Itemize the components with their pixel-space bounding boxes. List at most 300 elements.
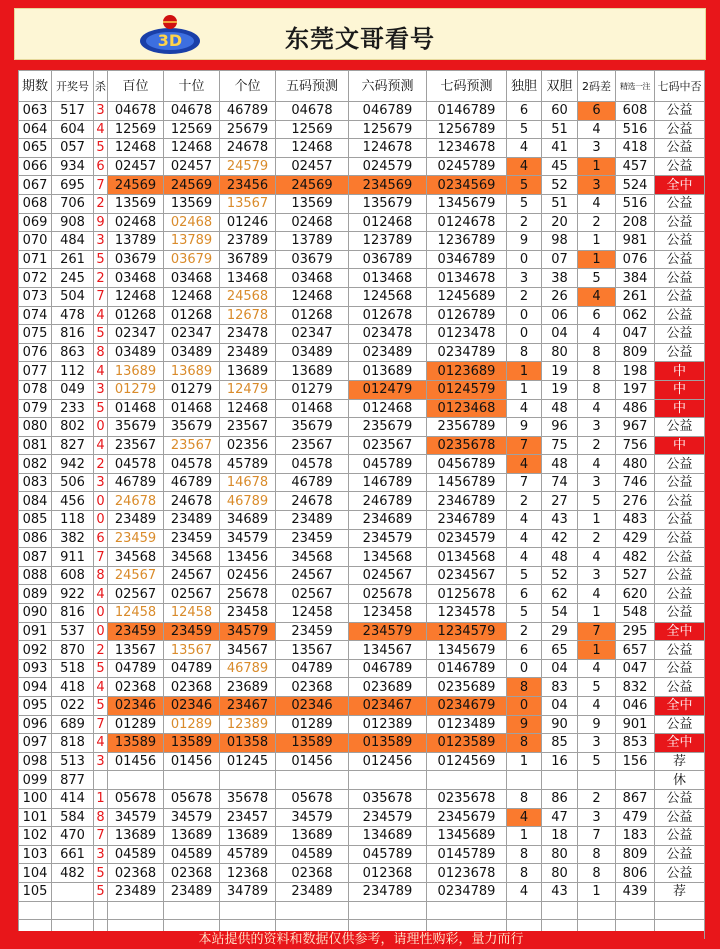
table-cell: 101 <box>19 808 52 827</box>
table-cell: 047 <box>616 659 655 678</box>
table-cell: 0 <box>507 306 542 325</box>
table-cell: 1456789 <box>427 473 507 492</box>
table-cell: 03679 <box>108 250 164 269</box>
table-cell: 12468 <box>276 139 349 158</box>
table-cell: 070 <box>19 232 52 251</box>
table-cell: 3 <box>578 808 616 827</box>
table-cell: 012389 <box>349 715 427 734</box>
table-cell: 1236789 <box>427 232 507 251</box>
table-cell: 099 <box>19 771 52 790</box>
table-cell: 24567 <box>276 566 349 585</box>
table-cell: 084 <box>19 492 52 511</box>
table-cell: 13567 <box>164 641 220 660</box>
table-cell: 013468 <box>349 269 427 288</box>
table-cell: 198 <box>616 362 655 381</box>
table-row <box>19 362 705 381</box>
table-cell: 8 <box>507 734 542 753</box>
table-cell: 23467 <box>220 697 276 716</box>
table-cell: 8 <box>507 845 542 864</box>
table-cell: 3 <box>578 139 616 158</box>
table-row <box>19 343 705 362</box>
table-cell: 34579 <box>164 808 220 827</box>
table-cell: 5 <box>94 882 108 901</box>
col-header: 百位 <box>108 71 164 102</box>
table-cell: 23459 <box>108 622 164 641</box>
table-cell: 23689 <box>220 678 276 697</box>
table-cell: 6 <box>507 641 542 660</box>
table-cell: 1 <box>578 641 616 660</box>
table-cell: 公益 <box>655 715 705 734</box>
table-cell: 063 <box>19 102 52 121</box>
table-cell <box>616 771 655 790</box>
table-cell: 4 <box>94 436 108 455</box>
empty-cell <box>220 901 276 920</box>
table-cell: 02347 <box>164 325 220 344</box>
table-cell: 7 <box>507 436 542 455</box>
table-cell: 13567 <box>220 194 276 213</box>
table-cell: 04678 <box>108 102 164 121</box>
table-row <box>19 622 705 641</box>
table-row <box>19 585 705 604</box>
table-cell: 13468 <box>220 269 276 288</box>
table-cell: 12468 <box>220 399 276 418</box>
table-cell: 2345679 <box>427 808 507 827</box>
table-cell: 12389 <box>220 715 276 734</box>
table-cell: 0346789 <box>427 250 507 269</box>
table-cell: 24579 <box>220 157 276 176</box>
table-cell: 全中 <box>655 622 705 641</box>
table-cell: 078 <box>19 380 52 399</box>
table-row <box>19 418 705 437</box>
table-cell: 62 <box>542 585 578 604</box>
table-cell: 04578 <box>164 455 220 474</box>
table-cell: 48 <box>542 455 578 474</box>
table-cell: 8 <box>507 789 542 808</box>
table-cell: 103 <box>19 845 52 864</box>
table-cell: 8 <box>578 864 616 883</box>
table-cell: 公益 <box>655 864 705 883</box>
empty-cell <box>349 901 427 920</box>
table-cell <box>427 771 507 790</box>
table-cell: 5 <box>507 566 542 585</box>
table-cell: 2 <box>94 641 108 660</box>
table-cell: 中 <box>655 436 705 455</box>
table-cell: 14678 <box>220 473 276 492</box>
table-cell: 478 <box>52 306 94 325</box>
table-cell: 23459 <box>164 529 220 548</box>
table-cell: 123458 <box>349 604 427 623</box>
table-cell: 12678 <box>220 306 276 325</box>
table-cell: 48 <box>542 548 578 567</box>
table-cell: 46789 <box>276 473 349 492</box>
table-cell: 3 <box>578 418 616 437</box>
table-cell: 5 <box>94 864 108 883</box>
table-cell: 24678 <box>276 492 349 511</box>
table-cell: 104 <box>19 864 52 883</box>
table-cell: 02368 <box>276 678 349 697</box>
table-cell: 12468 <box>164 287 220 306</box>
table-cell: 072 <box>19 269 52 288</box>
table-cell <box>94 771 108 790</box>
table-cell: 0245789 <box>427 157 507 176</box>
table-cell: 089 <box>19 585 52 604</box>
table-cell: 2 <box>507 287 542 306</box>
table-cell: 537 <box>52 622 94 641</box>
table-cell: 03468 <box>108 269 164 288</box>
table-cell: 246789 <box>349 492 427 511</box>
table-cell: 4 <box>507 808 542 827</box>
table-cell: 5 <box>507 176 542 195</box>
table-cell: 123789 <box>349 232 427 251</box>
table-cell: 96 <box>542 418 578 437</box>
table-cell <box>52 882 94 901</box>
table-cell: 098 <box>19 752 52 771</box>
table-cell: 23489 <box>164 882 220 901</box>
table-cell: 513 <box>52 752 94 771</box>
table-cell: 295 <box>616 622 655 641</box>
table-cell: 012368 <box>349 864 427 883</box>
table-row <box>19 306 705 325</box>
table-cell: 0234579 <box>427 529 507 548</box>
table-cell: 4 <box>94 734 108 753</box>
table-cell: 23459 <box>164 622 220 641</box>
table-cell: 0234789 <box>427 343 507 362</box>
table-cell: 197 <box>616 380 655 399</box>
table-cell: 85 <box>542 734 578 753</box>
table-cell: 183 <box>616 827 655 846</box>
table-cell: 809 <box>616 845 655 864</box>
table-cell: 13789 <box>164 232 220 251</box>
table-cell: 1 <box>507 827 542 846</box>
table-row <box>19 176 705 195</box>
table-cell: 816 <box>52 325 94 344</box>
table-cell: 01468 <box>276 399 349 418</box>
table-cell: 080 <box>19 418 52 437</box>
table-cell: 23459 <box>276 622 349 641</box>
table-cell: 023467 <box>349 697 427 716</box>
table-cell: 4 <box>507 455 542 474</box>
table-cell: 全中 <box>655 176 705 195</box>
table-cell: 877 <box>52 771 94 790</box>
table-cell: 134567 <box>349 641 427 660</box>
table-cell: 608 <box>616 102 655 121</box>
table-cell: 03468 <box>164 269 220 288</box>
table-cell: 125679 <box>349 120 427 139</box>
table-cell: 234579 <box>349 808 427 827</box>
table-cell: 19 <box>542 380 578 399</box>
table-cell: 13589 <box>276 734 349 753</box>
table-cell: 414 <box>52 789 94 808</box>
table-row <box>19 827 705 846</box>
table-cell: 8 <box>578 380 616 399</box>
table-row <box>19 882 705 901</box>
table-cell: 02456 <box>220 566 276 585</box>
table-cell: 4 <box>507 139 542 158</box>
table-cell: 384 <box>616 269 655 288</box>
table-cell: 04 <box>542 325 578 344</box>
table-cell: 261 <box>616 287 655 306</box>
table-cell: 13689 <box>276 362 349 381</box>
table-cell: 公益 <box>655 120 705 139</box>
col-header: 期数 <box>19 71 52 102</box>
table-cell: 0 <box>94 492 108 511</box>
table-row <box>19 492 705 511</box>
table-cell: 35679 <box>108 418 164 437</box>
table-cell: 02567 <box>164 585 220 604</box>
table-cell: 0 <box>507 697 542 716</box>
table-cell: 0123589 <box>427 734 507 753</box>
table-cell: 3 <box>94 845 108 864</box>
table-cell: 34568 <box>164 548 220 567</box>
table-cell: 02468 <box>108 213 164 232</box>
table-cell: 5 <box>578 678 616 697</box>
table-cell: 公益 <box>655 808 705 827</box>
table-cell: 4 <box>94 678 108 697</box>
table-cell: 5 <box>507 120 542 139</box>
table-cell: 3 <box>94 232 108 251</box>
table-cell: 484 <box>52 232 94 251</box>
empty-cell <box>19 901 52 920</box>
table-cell: 02368 <box>276 864 349 883</box>
table-cell: 24569 <box>164 176 220 195</box>
table-cell: 46789 <box>220 102 276 121</box>
table-cell: 7 <box>578 827 616 846</box>
table-cell: 01245 <box>220 752 276 771</box>
table-cell: 022 <box>52 697 94 716</box>
table-cell: 24568 <box>220 287 276 306</box>
table-cell: 082 <box>19 455 52 474</box>
table-cell: 479 <box>616 808 655 827</box>
col-header: 开奖号 <box>52 71 94 102</box>
table-cell: 01456 <box>276 752 349 771</box>
table-cell: 1 <box>578 604 616 623</box>
table-cell: 公益 <box>655 157 705 176</box>
table-cell: 548 <box>616 604 655 623</box>
table-cell: 418 <box>52 678 94 697</box>
table-cell: 096 <box>19 715 52 734</box>
table-cell: 38 <box>542 269 578 288</box>
table-cell: 34789 <box>220 882 276 901</box>
table-cell: 04 <box>542 697 578 716</box>
table-cell: 981 <box>616 232 655 251</box>
table-row <box>19 325 705 344</box>
table-cell: 13589 <box>164 734 220 753</box>
table-cell: 483 <box>616 511 655 530</box>
table-cell: 公益 <box>655 287 705 306</box>
table-cell: 13456 <box>220 548 276 567</box>
table-cell: 0126789 <box>427 306 507 325</box>
table-cell: 16 <box>542 752 578 771</box>
table-cell: 9 <box>507 715 542 734</box>
table-cell: 13567 <box>276 641 349 660</box>
table-cell: 34568 <box>276 548 349 567</box>
page-title: 东莞文哥看号 <box>285 24 435 53</box>
table-cell: 13569 <box>276 194 349 213</box>
table-cell: 023567 <box>349 436 427 455</box>
table-cell: 967 <box>616 418 655 437</box>
table-cell: 75 <box>542 436 578 455</box>
table-cell: 045789 <box>349 455 427 474</box>
title-banner <box>14 8 706 60</box>
table-cell: 4 <box>94 306 108 325</box>
empty-cell <box>507 901 542 920</box>
table-cell: 24567 <box>164 566 220 585</box>
table-cell: 0123678 <box>427 864 507 883</box>
table-cell: 2 <box>94 269 108 288</box>
table-cell: 23567 <box>220 418 276 437</box>
table-cell: 41 <box>542 139 578 158</box>
table-cell: 012456 <box>349 752 427 771</box>
table-cell: 29 <box>542 622 578 641</box>
table-cell: 04578 <box>108 455 164 474</box>
table-cell: 046789 <box>349 659 427 678</box>
table-cell: 36789 <box>220 250 276 269</box>
table-cell: 34567 <box>220 641 276 660</box>
table-cell <box>578 771 616 790</box>
table-cell: 公益 <box>655 641 705 660</box>
table-cell: 18 <box>542 827 578 846</box>
table-cell: 234579 <box>349 529 427 548</box>
table-cell: 4 <box>94 120 108 139</box>
table-cell: 863 <box>52 343 94 362</box>
table-cell: 1 <box>578 250 616 269</box>
table-cell: 0235678 <box>427 436 507 455</box>
col-header: 个位 <box>220 71 276 102</box>
table-cell: 公益 <box>655 343 705 362</box>
table-cell: 04678 <box>164 102 220 121</box>
table-cell: 4 <box>578 548 616 567</box>
table-cell: 80 <box>542 343 578 362</box>
table-cell: 公益 <box>655 250 705 269</box>
table-cell: 01289 <box>164 715 220 734</box>
table-cell: 456 <box>52 492 94 511</box>
table-cell: 01268 <box>108 306 164 325</box>
table-cell: 13589 <box>108 734 164 753</box>
table-cell: 024567 <box>349 566 427 585</box>
empty-cell <box>542 901 578 920</box>
table-cell: 0125678 <box>427 585 507 604</box>
table-cell: 12569 <box>108 120 164 139</box>
table-cell: 46789 <box>164 473 220 492</box>
col-header: 七码中否 <box>655 71 705 102</box>
table-cell: 1234579 <box>427 622 507 641</box>
table-cell: 012678 <box>349 306 427 325</box>
table-cell: 02347 <box>276 325 349 344</box>
table-cell: 公益 <box>655 306 705 325</box>
table-cell: 1345689 <box>427 827 507 846</box>
table-row <box>19 808 705 827</box>
table-cell: 3 <box>507 269 542 288</box>
table-cell <box>164 771 220 790</box>
table-cell: 4 <box>578 287 616 306</box>
table-cell: 6 <box>507 102 542 121</box>
table-cell: 12458 <box>164 604 220 623</box>
table-cell: 911 <box>52 548 94 567</box>
table-cell: 20 <box>542 213 578 232</box>
table-cell: 023478 <box>349 325 427 344</box>
table-cell: 07 <box>542 250 578 269</box>
table-cell: 12458 <box>276 604 349 623</box>
table-row <box>19 715 705 734</box>
table-cell: 05678 <box>164 789 220 808</box>
table-cell: 2 <box>507 213 542 232</box>
table-cell: 0124678 <box>427 213 507 232</box>
table-cell: 35679 <box>276 418 349 437</box>
table-cell: 1 <box>578 232 616 251</box>
table-cell: 23567 <box>276 436 349 455</box>
table-cell: 9 <box>507 418 542 437</box>
table-cell: 470 <box>52 827 94 846</box>
table-cell: 2346789 <box>427 492 507 511</box>
table-cell: 0 <box>94 511 108 530</box>
table-cell: 23489 <box>108 882 164 901</box>
table-cell: 7 <box>94 827 108 846</box>
table-cell: 74 <box>542 473 578 492</box>
table-cell: 02567 <box>108 585 164 604</box>
table-cell: 105 <box>19 882 52 901</box>
table-row <box>19 157 705 176</box>
table-cell: 02346 <box>164 697 220 716</box>
table-row <box>19 734 705 753</box>
table-cell: 24678 <box>108 492 164 511</box>
table-cell: 荐 <box>655 882 705 901</box>
col-header: 七码预测 <box>427 71 507 102</box>
table-cell: 901 <box>616 715 655 734</box>
table-cell: 6 <box>578 306 616 325</box>
table-row <box>19 678 705 697</box>
table-cell: 4 <box>578 194 616 213</box>
table-cell: 01279 <box>108 380 164 399</box>
table-cell: 公益 <box>655 678 705 697</box>
table-cell: 233 <box>52 399 94 418</box>
table-cell: 公益 <box>655 548 705 567</box>
table-cell: 46789 <box>220 659 276 678</box>
table-cell: 234689 <box>349 511 427 530</box>
table-cell: 5 <box>578 269 616 288</box>
blank-row <box>19 901 705 920</box>
table-cell: 6 <box>94 157 108 176</box>
table-cell: 04589 <box>276 845 349 864</box>
table-cell: 02368 <box>108 678 164 697</box>
table-row <box>19 232 705 251</box>
table-cell: 1245689 <box>427 287 507 306</box>
table-cell: 0234679 <box>427 697 507 716</box>
table-cell: 02468 <box>164 213 220 232</box>
table-cell: 51 <box>542 194 578 213</box>
table-cell: 02567 <box>276 585 349 604</box>
table-cell: 083 <box>19 473 52 492</box>
table-row <box>19 604 705 623</box>
table-cell: 097 <box>19 734 52 753</box>
table-cell: 1 <box>507 380 542 399</box>
table-cell: 0235689 <box>427 678 507 697</box>
table-cell: 0134568 <box>427 548 507 567</box>
table-cell: 12468 <box>108 139 164 158</box>
table-cell: 90 <box>542 715 578 734</box>
table-row <box>19 697 705 716</box>
table-cell: 12468 <box>276 287 349 306</box>
table-row <box>19 269 705 288</box>
table-cell: 0 <box>94 418 108 437</box>
table-row <box>19 455 705 474</box>
table-cell: 012479 <box>349 380 427 399</box>
table-row <box>19 659 705 678</box>
table-cell: 02457 <box>276 157 349 176</box>
table-cell: 51 <box>542 120 578 139</box>
table-cell: 0 <box>94 622 108 641</box>
table-cell: 7 <box>94 548 108 567</box>
table-cell: 02346 <box>276 697 349 716</box>
